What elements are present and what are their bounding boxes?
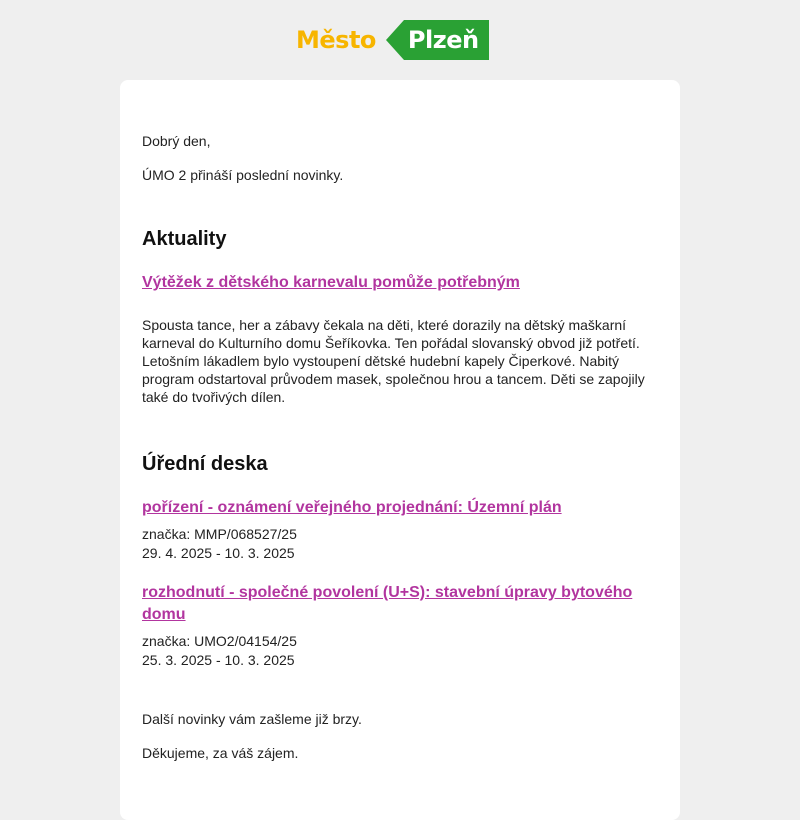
closing-text: Další novinky vám zašleme již brzy. [142, 711, 362, 727]
intro-text: ÚMO 2 přináší poslední novinky. [142, 167, 344, 183]
logo-plzen-text: Plzeň [404, 20, 489, 60]
board-item-link[interactable]: pořízení - oznámení veřejného projednání: Územní plán [142, 499, 562, 516]
thanks-text: Děkujeme, za váš zájem. [142, 745, 299, 761]
logo-arrow-icon [386, 20, 404, 60]
news-item-text: Spousta tance, her a zábavy čekala na děti, které dorazily na dětský maškarní karneval do Kulturního domu Šeříkovka. Ten pořádal slovanský obvod již potřetí. Letošním lákadlem bylo vystoupení dětské hudební kapely Čiperkové. Nabitý program odstartoval průvodem masek, společnou hrou a tancem. Děti se zapojily také do tvořivých dílen. [142, 317, 645, 405]
logo-mesto-text: Město [296, 26, 376, 54]
board-item-ref: značka: UMO2/04154/25 [142, 633, 297, 649]
logo-plzen-badge [386, 20, 489, 60]
board-item-link[interactable]: rozhodnutí - společné povolení (U+S): stavební úpravy bytového domu [142, 584, 633, 623]
board-heading: Úřední deska [142, 453, 268, 475]
mesto-plzen-logo[interactable] [296, 20, 489, 60]
board-item-dates: 25. 3. 2025 - 10. 3. 2025 [142, 652, 295, 668]
email-card [120, 80, 680, 820]
greeting: Dobrý den, [142, 133, 211, 149]
news-item-link[interactable]: Výtěžek z dětského karnevalu pomůže potřebným [142, 274, 520, 291]
news-heading: Aktuality [142, 228, 227, 250]
board-item-dates: 29. 4. 2025 - 10. 3. 2025 [142, 545, 295, 561]
board-item-ref: značka: MMP/068527/25 [142, 526, 297, 542]
header [0, 0, 800, 80]
